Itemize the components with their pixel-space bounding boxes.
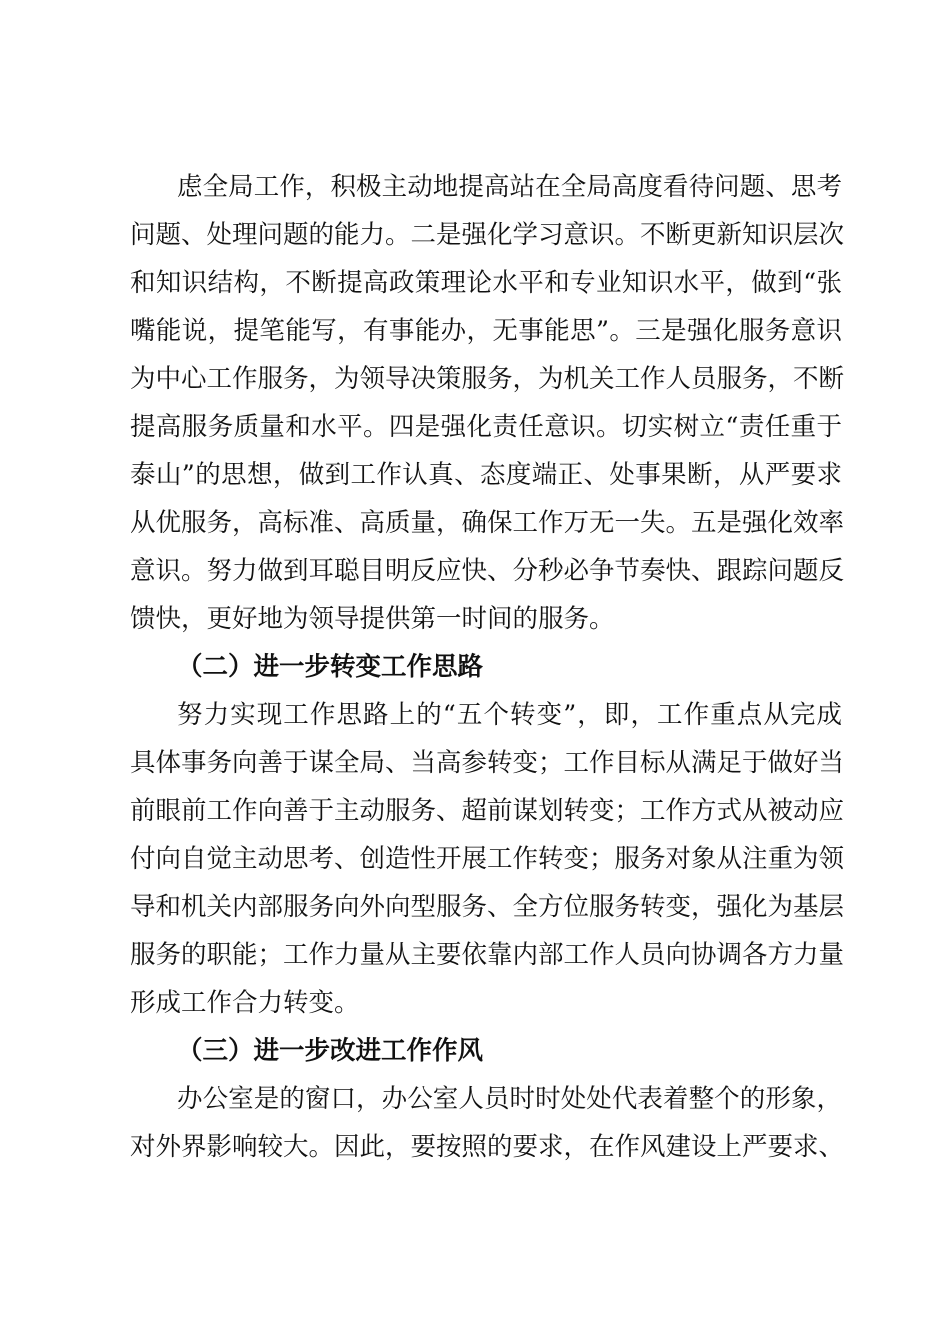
paragraph-line: 提高服务质量和水平。四是强化责任意识。切实树立“责任重于 [130, 412, 842, 442]
paragraph-line: 为中心工作服务，为领导决策服务，为机关工作人员服务，不断 [130, 364, 845, 394]
paragraph-line: 和知识结构，不断提高政策理论水平和专业知识水平，做到“张 [130, 268, 842, 298]
paragraph-line: 导和机关内部服务向外向型服务、全方位服务转变，强化为基层 [130, 892, 845, 922]
paragraph-line: 意识。努力做到耳聪目明反应快、分秒必争节奏快、跟踪问题反 [130, 556, 845, 586]
paragraph-line: 前眼前工作向善于主动服务、超前谋划转变；工作方式从被动应 [130, 796, 845, 826]
paragraph-line: 付向自觉主动思考、创造性开展工作转变；服务对象从注重为领 [130, 844, 845, 874]
paragraph-line: 具体事务向善于谋全局、当高参转变；工作目标从满足于做好当 [130, 748, 845, 778]
paragraph-line: 办公室是的窗口，办公室人员时时处处代表着整个的形象， [177, 1084, 842, 1114]
paragraph-line: 馈快，更好地为领导提供第一时间的服务。 [130, 604, 615, 634]
paragraph-line: 虑全局工作，积极主动地提高站在全局高度看待问题、思考 [177, 172, 842, 202]
section-heading-2: （二）进一步转变工作思路 [177, 652, 484, 682]
section-heading-3: （三）进一步改进工作作风 [177, 1036, 484, 1066]
paragraph-line: 泰山”的思想，做到工作认真、态度端正、处事果断，从严要求 [130, 460, 842, 490]
paragraph-line: 从优服务，高标准、高质量，确保工作万无一失。五是强化效率 [130, 508, 845, 538]
paragraph-line: 问题、处理问题的能力。二是强化学习意识。不断更新知识层次 [130, 220, 845, 250]
paragraph-line: 服务的职能；工作力量从主要依靠内部工作人员向协调各方力量 [130, 940, 845, 970]
paragraph-line: 努力实现工作思路上的“五个转变”，即，工作重点从完成 [177, 700, 842, 730]
paragraph-line: 形成工作合力转变。 [130, 988, 360, 1018]
paragraph-line: 嘴能说，提笔能写，有事能办，无事能思”。三是强化服务意识 [130, 316, 842, 346]
paragraph-line: 对外界影响较大。因此，要按照的要求，在作风建设上严要求、 [130, 1132, 845, 1162]
